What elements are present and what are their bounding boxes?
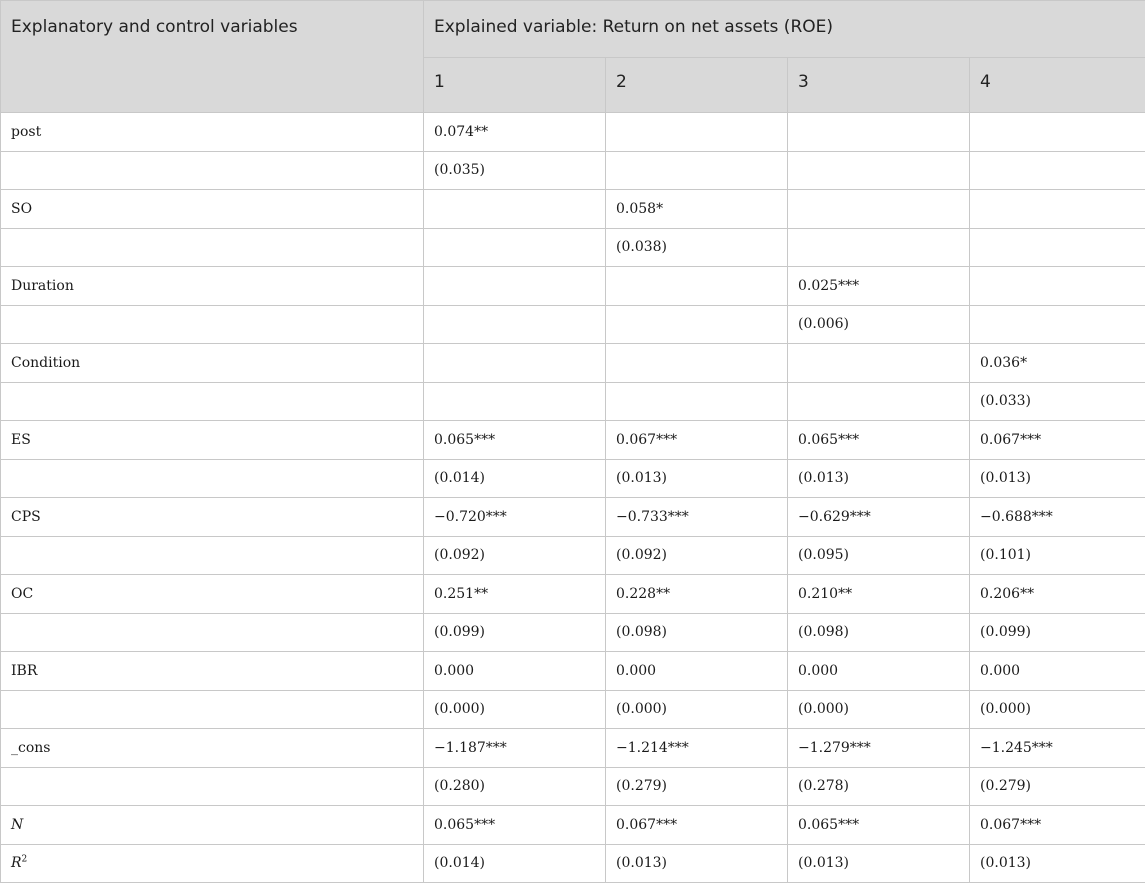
table-cell: (0.014): [424, 844, 606, 883]
table-cell: [606, 151, 788, 190]
table-cell: −0.720***: [424, 498, 606, 537]
table-cell: (0.006): [788, 305, 970, 344]
table-cell: [788, 344, 970, 383]
table-cell: [424, 382, 606, 421]
row-label: [1, 228, 424, 267]
table-cell: (0.000): [424, 690, 606, 729]
table-cell: [970, 228, 1145, 267]
table-row: [1, 690, 1145, 729]
table-cell: [970, 113, 1145, 152]
table-cell: 0.067***: [606, 806, 788, 845]
table-cell: (0.278): [788, 767, 970, 806]
table-row: [1, 498, 1145, 537]
row-label: Condition: [1, 344, 424, 383]
table-cell: 0.000: [606, 652, 788, 691]
table-cell: (0.013): [970, 459, 1145, 498]
table-cell: (0.280): [424, 767, 606, 806]
table-cell: [788, 382, 970, 421]
row-label: [1, 151, 424, 190]
row-label: _cons: [1, 729, 424, 768]
header-explained-variable: Explained variable: Return on net assets (ROE): [424, 1, 1145, 58]
table-row: [1, 613, 1145, 652]
table-row: [1, 767, 1145, 806]
table-cell: 0.000: [788, 652, 970, 691]
table-cell: (0.101): [970, 536, 1145, 575]
r-squared-exponent: 2: [22, 855, 28, 865]
row-label: OC: [1, 575, 424, 614]
table-row: [1, 421, 1145, 460]
r-squared-symbol: R: [11, 855, 22, 871]
table-cell: [424, 305, 606, 344]
table-cell: (0.099): [424, 613, 606, 652]
table-cell: [788, 190, 970, 229]
table-cell: [606, 382, 788, 421]
table-cell: (0.279): [606, 767, 788, 806]
table-cell: −0.688***: [970, 498, 1145, 537]
table-cell: (0.099): [970, 613, 1145, 652]
header-col-1: 1: [424, 58, 606, 113]
table-cell: 0.065***: [788, 806, 970, 845]
table-row: [1, 806, 1145, 845]
table-cell: 0.210**: [788, 575, 970, 614]
table-cell: −1.245***: [970, 729, 1145, 768]
table-cell: [424, 228, 606, 267]
table-cell: 0.228**: [606, 575, 788, 614]
table-cell: [788, 228, 970, 267]
table-cell: (0.013): [606, 844, 788, 883]
table-cell: [970, 305, 1145, 344]
table-cell: (0.033): [970, 382, 1145, 421]
row-label: Duration: [1, 267, 424, 306]
table-cell: −1.279***: [788, 729, 970, 768]
table-cell: (0.035): [424, 151, 606, 190]
table-cell: (0.000): [788, 690, 970, 729]
table-row: [1, 151, 1145, 190]
table-cell: (0.013): [788, 459, 970, 498]
table-cell: 0.058*: [606, 190, 788, 229]
table-cell: (0.000): [970, 690, 1145, 729]
table-cell: (0.095): [788, 536, 970, 575]
table-row: [1, 344, 1145, 383]
table-cell: 0.067***: [970, 806, 1145, 845]
table-body: [1, 113, 1145, 883]
table-cell: (0.013): [970, 844, 1145, 883]
table-cell: [970, 267, 1145, 306]
table-cell: (0.279): [970, 767, 1145, 806]
row-label: [1, 536, 424, 575]
row-label: CPS: [1, 498, 424, 537]
table-row: [1, 729, 1145, 768]
row-label: [1, 382, 424, 421]
row-label: ES: [1, 421, 424, 460]
table-cell: [424, 267, 606, 306]
table-cell: 0.065***: [788, 421, 970, 460]
header-col-3: 3: [788, 58, 970, 113]
row-label: [1, 844, 424, 883]
table-cell: 0.065***: [424, 806, 606, 845]
table-row: [1, 844, 1145, 883]
table-cell: 0.036*: [970, 344, 1145, 383]
table-cell: [606, 344, 788, 383]
table-row: [1, 190, 1145, 229]
table-cell: [970, 151, 1145, 190]
table-cell: (0.098): [788, 613, 970, 652]
table-cell: (0.098): [606, 613, 788, 652]
table-cell: [424, 190, 606, 229]
table-row: [1, 459, 1145, 498]
row-label: post: [1, 113, 424, 152]
row-label: [1, 613, 424, 652]
row-label: SO: [1, 190, 424, 229]
table-row: [1, 113, 1145, 152]
table-cell: (0.038): [606, 228, 788, 267]
header-variables: Explanatory and control variables: [1, 1, 424, 113]
table-cell: 0.067***: [606, 421, 788, 460]
table-cell: −1.187***: [424, 729, 606, 768]
table-row: [1, 228, 1145, 267]
row-label: [1, 459, 424, 498]
table-cell: [970, 190, 1145, 229]
table-header: [1, 1, 1145, 113]
header-col-4: 4: [970, 58, 1145, 113]
table-cell: (0.013): [788, 844, 970, 883]
table-cell: (0.014): [424, 459, 606, 498]
table-cell: (0.013): [606, 459, 788, 498]
row-label: N: [1, 806, 424, 845]
table-cell: [606, 267, 788, 306]
table-cell: 0.065***: [424, 421, 606, 460]
row-label: IBR: [1, 652, 424, 691]
row-label: [1, 690, 424, 729]
table-cell: (0.092): [424, 536, 606, 575]
table-cell: 0.206**: [970, 575, 1145, 614]
table-cell: (0.000): [606, 690, 788, 729]
table-cell: (0.092): [606, 536, 788, 575]
table-cell: 0.025***: [788, 267, 970, 306]
table-row: [1, 652, 1145, 691]
table-cell: −1.214***: [606, 729, 788, 768]
table-row: [1, 575, 1145, 614]
table-cell: 0.067***: [970, 421, 1145, 460]
header-col-2: 2: [606, 58, 788, 113]
row-label: [1, 305, 424, 344]
table-cell: [606, 113, 788, 152]
table-cell: [606, 305, 788, 344]
table-cell: [424, 344, 606, 383]
table-cell: −0.733***: [606, 498, 788, 537]
table-row: [1, 536, 1145, 575]
table-cell: [788, 151, 970, 190]
table-cell: [788, 113, 970, 152]
table-cell: 0.074**: [424, 113, 606, 152]
row-label: [1, 767, 424, 806]
table-row: [1, 267, 1145, 306]
table-cell: −0.629***: [788, 498, 970, 537]
table-row: [1, 305, 1145, 344]
table-cell: 0.000: [424, 652, 606, 691]
table-cell: 0.251**: [424, 575, 606, 614]
table-cell: 0.000: [970, 652, 1145, 691]
table-row: [1, 382, 1145, 421]
